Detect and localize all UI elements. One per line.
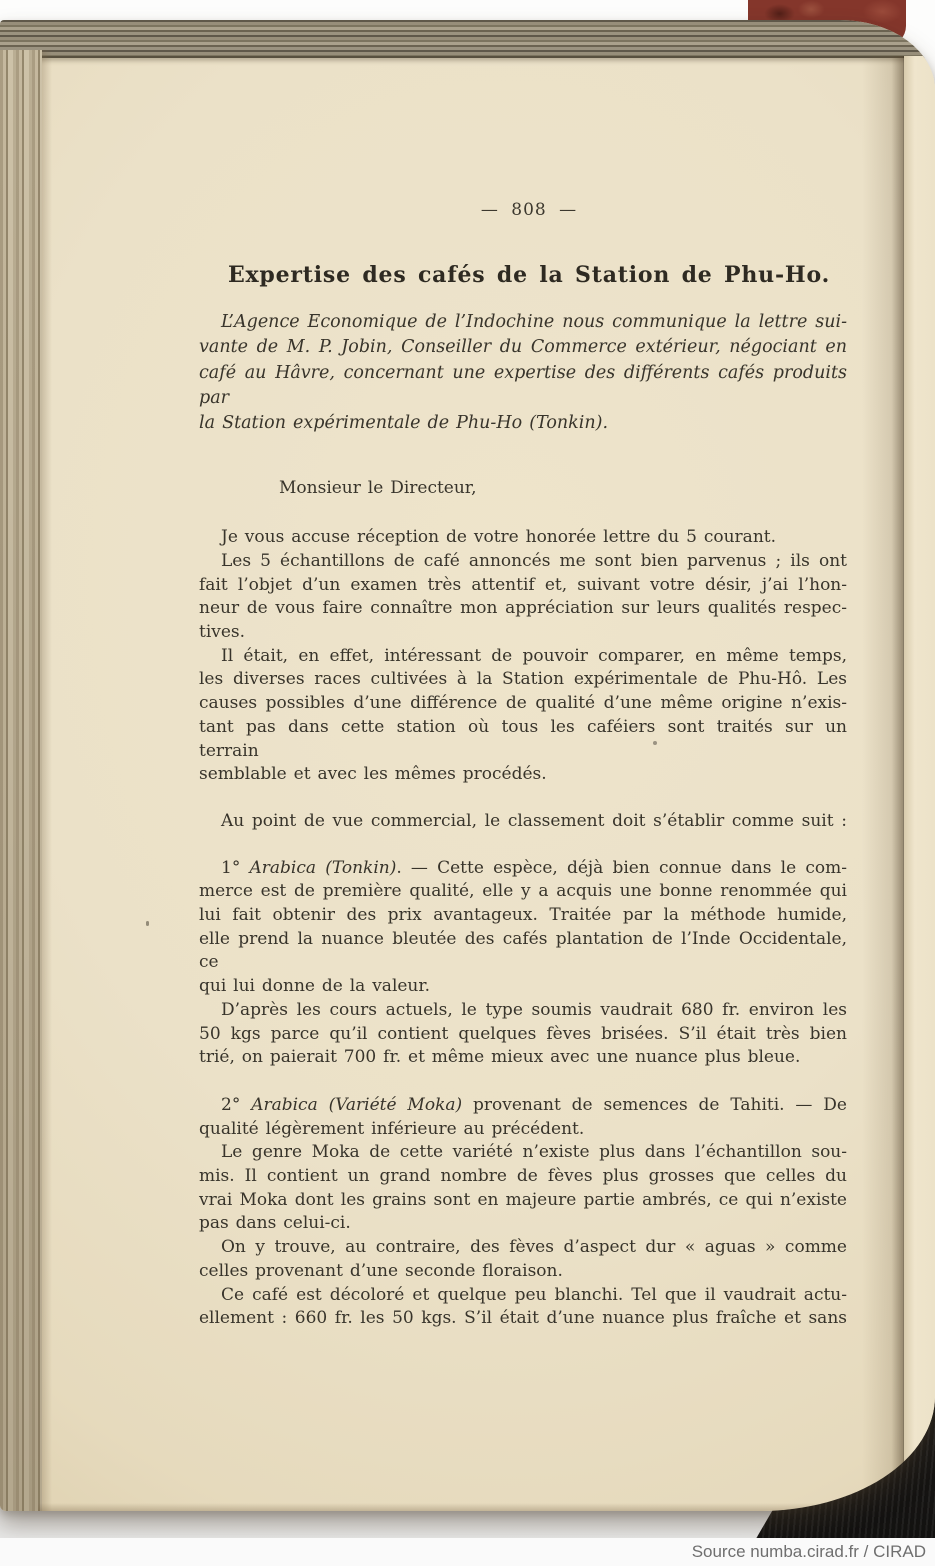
text-line: qualité légèrement inférieure au précédent. <box>199 1118 585 1139</box>
text-line: neur de vous faire connaître mon appréciation sur leurs qualités respec- <box>199 598 847 619</box>
text-line: mis. Il contient un grand nombre de fèves plus grosses que celles du <box>199 1166 847 1187</box>
text-line: D’après les cours actuels, le type soumis vaudrait 680 fr. environ les <box>221 999 847 1020</box>
text-line: merce est de première qualité, elle y a acquis une bonne renommée qui <box>199 881 847 902</box>
classification-intro <box>199 810 847 834</box>
item-number: 2° <box>221 1094 252 1115</box>
page-title: Expertise des cafés de la Station de Phu-Ho. <box>227 262 831 288</box>
page-edges-top <box>0 20 935 58</box>
letter-salutation: Monsieur le Directeur, <box>279 478 477 499</box>
text-line: 50 kgs parce qu’il contient quelques fèves brisées. S’il était très bien <box>199 1023 847 1044</box>
species-name: Arabica (Tonkin) <box>249 857 397 878</box>
ink-speck <box>146 921 149 926</box>
text-line: ellement : 660 fr. les 50 kgs. S’il était d’une nuance plus fraîche et sans <box>199 1308 847 1329</box>
source-attribution-bar <box>0 1538 935 1566</box>
item-text: . — Cette espèce, déjà bien connue dans le com- <box>396 857 847 878</box>
text-line: qui lui donne de la valeur. <box>199 976 431 997</box>
text-line: vrai Moka dont les grains sont en majeure partie ambrés, ce qui n’existe <box>199 1189 847 1210</box>
text-line: Les 5 échantillons de café annoncés me sont bien parvenus ; ils ont <box>221 550 847 571</box>
text-line: lui fait obtenir des prix avantageux. Traitée par la méthode humide, <box>199 905 847 926</box>
text-line: elle prend la nuance bleutée des cafés plantation de l’Inde Occidentale, ce <box>199 928 847 973</box>
text-line <box>199 1094 847 1118</box>
text-line: vante de M. P. Jobin, Conseiller du Commerce extérieur, négociant en <box>199 337 847 358</box>
text-line: Ce café est décoloré et quelque peu blanchi. Tel que il vaudrait actu- <box>221 1284 847 1305</box>
text-line: Le genre Moka de cette variété n’existe plus dans l’échantillon sou- <box>221 1142 847 1163</box>
classification-item-2 <box>199 1094 847 1331</box>
text-line: les diverses races cultivées à la Station expérimentale de Phu-Hô. Les <box>199 669 847 690</box>
item-text: provenant de semences de Tahiti. — De <box>462 1094 847 1115</box>
text-line <box>199 857 847 881</box>
intro-paragraph <box>199 310 847 436</box>
book-page <box>0 20 935 1511</box>
source-attribution-text: Source numba.cirad.fr / CIRAD <box>691 1542 926 1561</box>
letter-body <box>199 526 847 787</box>
page-crease <box>862 56 904 1511</box>
page-content <box>199 202 847 1331</box>
text-line: L’Agence Economique de l’Indochine nous communique la lettre sui- <box>221 312 847 332</box>
text-line: tives. <box>199 622 246 642</box>
text-line: semblable et avec les mêmes procédés. <box>199 764 547 785</box>
classification-item-1 <box>199 857 847 1070</box>
text-line: la Station expérimentale de Phu-Ho (Tonkin). <box>199 413 609 434</box>
page-edges-left <box>0 50 42 1511</box>
page-number: — 808 — <box>480 200 578 220</box>
text-line: causes possibles d’une différence de qualité d’une même origine n’exis- <box>199 693 847 714</box>
text-line: Je vous accuse réception de votre honorée lettre du 5 courant. <box>221 527 776 548</box>
text-line: celles provenant d’une seconde floraison. <box>199 1260 563 1281</box>
text-line: Il était, en effet, intéressant de pouvoir comparer, en même temps, <box>221 645 847 666</box>
text-line: fait l’objet d’un examen très attentif et, suivant votre désir, j’ai l’hon- <box>199 574 847 595</box>
text-line: tant pas dans cette station où tous les caféiers sont traités sur un terrain <box>199 716 847 761</box>
text-line: On y trouve, au contraire, des fèves d’aspect dur « aguas » comme <box>221 1237 847 1258</box>
adjacent-page-edge <box>904 56 935 1511</box>
text-line: café au Hâvre, concernant une expertise des différents cafés produits par <box>199 362 847 408</box>
text-line: trié, on paierait 700 fr. et même mieux avec une nuance plus bleue. <box>199 1047 801 1068</box>
species-name: Arabica (Variété Moka) <box>251 1094 463 1115</box>
item-number: 1° <box>221 857 250 878</box>
text-line: Au point de vue commercial, le classement doit s’établir comme suit : <box>221 810 847 831</box>
text-line: pas dans celui-ci. <box>199 1213 351 1234</box>
